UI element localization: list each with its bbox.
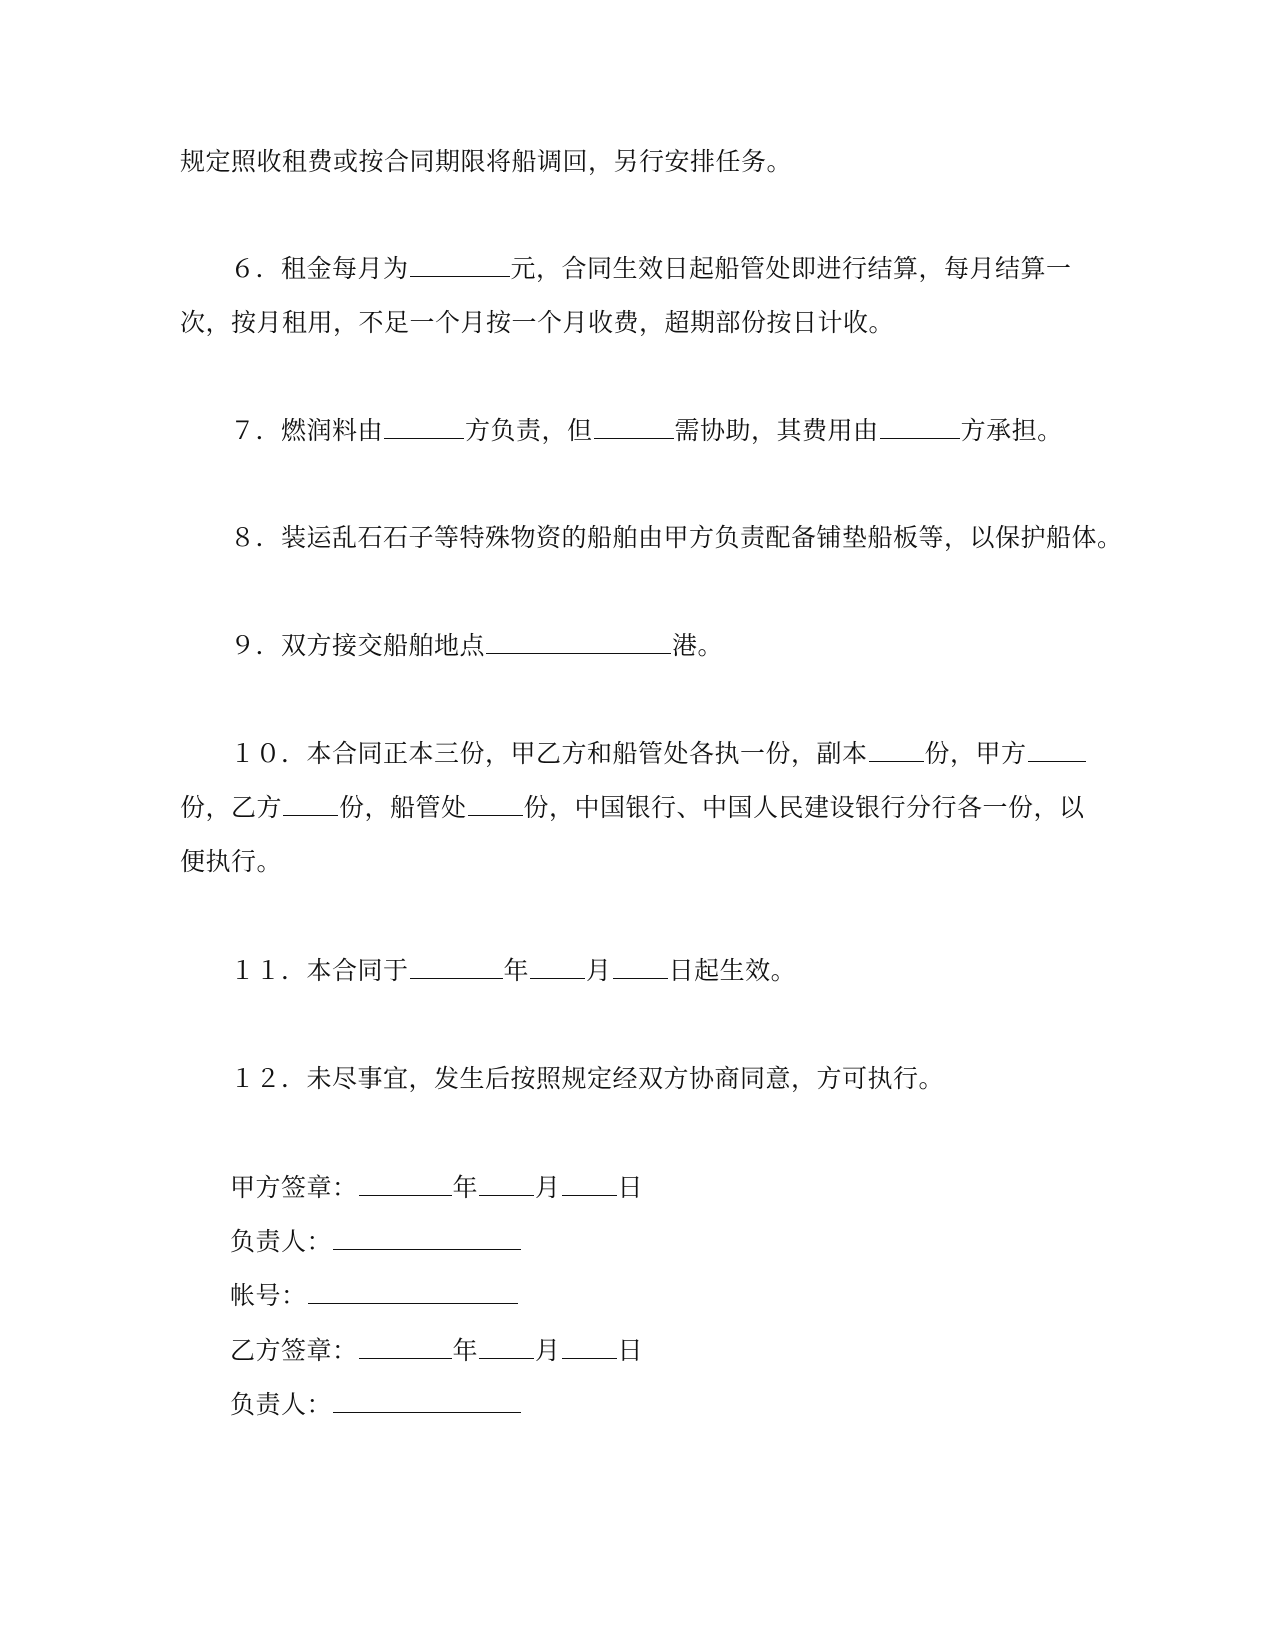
- party-a-seal-row: [230, 1172, 643, 1204]
- paragraph-5-tail: [180, 146, 792, 178]
- party-a-responsible-blank[interactable]: [333, 1227, 521, 1250]
- party-a-day-blank[interactable]: [562, 1173, 617, 1196]
- paragraph-11-text-1: 本合同于: [306, 956, 409, 985]
- assisting-party-blank[interactable]: [594, 416, 674, 439]
- paragraph-10-text-4: 份，船管处: [339, 793, 467, 822]
- account-label: 帐号：: [230, 1281, 307, 1310]
- party-b-seal-label: 乙方签章：: [230, 1336, 358, 1365]
- party-b-month-blank[interactable]: [479, 1336, 534, 1359]
- paragraph-12-text: 未尽事宜，发生后按照规定经双方协商同意，方可执行。: [306, 1064, 945, 1093]
- paragraph-7-text-1: 燃润料由: [281, 416, 384, 445]
- paragraph-10-text-3: 份，乙方: [180, 793, 283, 822]
- account-row: [230, 1280, 519, 1312]
- party-b-copies-blank[interactable]: [283, 793, 338, 816]
- party-b-day-label: 日: [617, 1336, 644, 1365]
- paragraph-9-text-1: 双方接交船舶地点: [281, 631, 486, 660]
- paragraph-6-text-1: 租金每月为: [281, 254, 409, 283]
- paragraph-5-text: 规定照收租费或按合同期限将船调回，另行安排任务。: [180, 147, 793, 176]
- paragraph-10-line-2: [180, 792, 1085, 824]
- paragraph-11-month: 月: [586, 956, 612, 985]
- party-b-seal-row: [230, 1335, 643, 1367]
- paragraph-6-text-2: 元，合同生效日起船管处即进行结算，每月结算一: [510, 254, 1072, 283]
- paragraph-12-number: １２．: [230, 1064, 307, 1093]
- ship-office-copies-blank[interactable]: [468, 793, 523, 816]
- paragraph-7-text-2: 方负责，但: [465, 416, 593, 445]
- paragraph-9: [230, 630, 723, 662]
- paragraph-11-number: １１．: [230, 956, 307, 985]
- paragraph-11-year: 年: [503, 956, 530, 985]
- paragraph-7-text-4: 方承担。: [960, 416, 1063, 445]
- party-a-month-blank[interactable]: [479, 1173, 534, 1196]
- cost-bearing-party-blank[interactable]: [880, 416, 960, 439]
- paragraph-6-line-1: [230, 253, 1072, 285]
- paragraph-10-text-1: 本合同正本三份，甲乙方和船管处各执一份，副本: [306, 739, 868, 768]
- paragraph-8-text: 装运乱石石子等特殊物资的船舶由甲方负责配备铺垫船板等，以保护船体。: [281, 523, 1123, 552]
- effective-year-blank[interactable]: [410, 956, 503, 979]
- paragraph-11: [230, 955, 796, 987]
- fuel-responsible-party-blank[interactable]: [384, 416, 464, 439]
- party-b-day-blank[interactable]: [562, 1336, 617, 1359]
- paragraph-7-text-3: 需协助，其费用由: [674, 416, 879, 445]
- party-a-year-label: 年: [452, 1173, 479, 1202]
- party-a-year-blank[interactable]: [359, 1173, 452, 1196]
- handover-location-blank[interactable]: [486, 631, 671, 654]
- party-b-responsible-row: [230, 1389, 522, 1421]
- paragraph-10-text-6: 便执行。: [180, 847, 283, 876]
- paragraph-10-line-1: [230, 738, 1087, 770]
- paragraph-9-text-2: 港。: [672, 631, 724, 660]
- account-blank[interactable]: [308, 1281, 518, 1304]
- paragraph-6-text-3: 次，按月租用，不足一个月按一个月收费，超期部份按日计收。: [180, 308, 895, 337]
- paragraph-9-number: ９．: [230, 631, 282, 660]
- paragraph-7: [230, 415, 1063, 447]
- copies-count-blank[interactable]: [869, 739, 924, 762]
- party-a-seal-label: 甲方签章：: [230, 1173, 358, 1202]
- party-b-year-blank[interactable]: [359, 1336, 452, 1359]
- effective-day-blank[interactable]: [613, 956, 668, 979]
- party-b-responsible-blank[interactable]: [333, 1390, 521, 1413]
- party-a-copies-blank[interactable]: [1028, 739, 1086, 762]
- party-a-day-label: 日: [617, 1173, 644, 1202]
- paragraph-8: [230, 522, 1123, 554]
- effective-month-blank[interactable]: [530, 956, 585, 979]
- party-b-responsible-label: 负责人：: [230, 1390, 333, 1419]
- paragraph-10-line-3: [180, 846, 282, 878]
- party-a-responsible-label: 负责人：: [230, 1227, 333, 1256]
- paragraph-10-text-5: 份，中国银行、中国人民建设银行分行各一份，以: [523, 793, 1085, 822]
- paragraph-7-number: ７．: [230, 416, 282, 445]
- paragraph-10-text-2: 份，甲方: [924, 739, 1027, 768]
- monthly-rent-blank[interactable]: [410, 254, 510, 277]
- party-a-responsible-row: [230, 1226, 522, 1258]
- party-b-year-label: 年: [452, 1336, 479, 1365]
- party-a-month-label: 月: [535, 1173, 561, 1202]
- paragraph-6-number: ６．: [230, 254, 282, 283]
- paragraph-11-text-4: 日起生效。: [668, 956, 797, 985]
- party-b-month-label: 月: [535, 1336, 561, 1365]
- paragraph-12: [230, 1063, 944, 1095]
- paragraph-10-number: １０．: [230, 739, 307, 768]
- paragraph-8-number: ８．: [230, 523, 282, 552]
- paragraph-6-line-2: [180, 307, 894, 339]
